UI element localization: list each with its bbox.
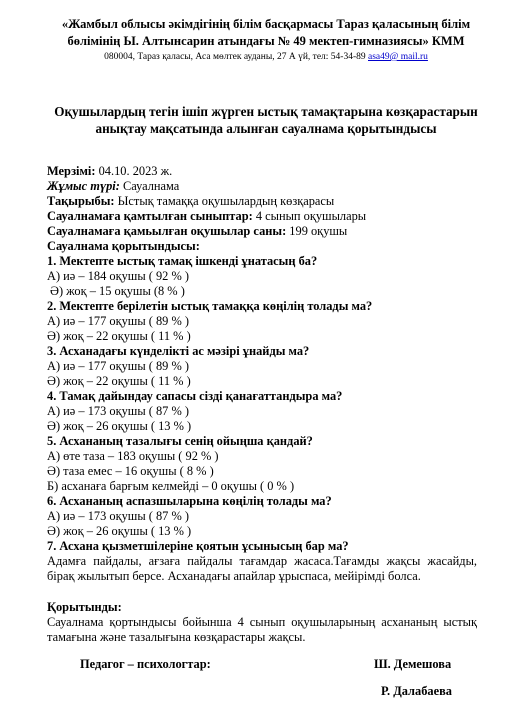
answer-3b: Ә) жоқ – 22 оқушы ( 11 % ) — [47, 374, 191, 388]
answer-2b: Ә) жоқ – 22 оқушы ( 11 % ) — [47, 329, 191, 343]
question-2: 2. Мектепте берілетін ыстық тамаққа көңілің толады ма? — [47, 299, 373, 313]
answer-5b: Ә) таза емес – 16 оқушы ( 8 % ) — [47, 464, 214, 478]
survey-body — [47, 164, 477, 645]
signature-name-1: Ш. Демешова — [374, 657, 452, 671]
answer-6b: Ә) жоқ – 26 оқушы ( 13 % ) — [47, 524, 192, 538]
answer-6a: А) иә – 173 оқушы ( 87 % ) — [47, 509, 190, 523]
organization-address — [40, 52, 492, 63]
answer-4a: А) иә – 173 оқушы ( 87 % ) — [47, 404, 190, 418]
question-5: 5. Асхананың тазалығы сенің ойыңша қандай? — [47, 434, 313, 448]
signature-role: Педагог – психологтар: — [80, 657, 211, 671]
question-1: 1. Мектепте ыстық тамақ ішкенді ұнатасың ба? — [47, 254, 318, 268]
topic-line: Тақырыбы: Ыстық тамаққа оқушылардың көзқарасы — [47, 194, 335, 208]
answer-2a: А) иә – 177 оқушы ( 89 % ) — [47, 314, 190, 328]
signature-name-2: Р. Далабаева — [381, 684, 452, 698]
email-link[interactable]: asa49@ mail.ru — [368, 52, 428, 62]
question-7: 7. Асхана қызметшілеріне қоятын ұсынысың бар ма? — [47, 539, 349, 553]
answer-7: Адамға пайдалы, ағзаға пайдалы тағамдар жасаса.Тағамды жақсы жасайды, бірақ жылытып берсе. Асханадағы апайлар ұрыспаса, мейірімді болса. — [47, 554, 477, 583]
address-text: 080004, Тараз қаласы, Аса мөлтек ауданы, 27 А үй, тел: 54-34-89 — [104, 52, 366, 62]
classes-line: Сауалнамаға қамтылған сыныптар: 4 сынып оқушылары — [47, 209, 367, 223]
conclusion-text: Сауалнама қортындысы бойынша 4 сынып оқушыларының асхананың ыстық тамағына және тазалығына көзқарастары жақсы. — [47, 615, 477, 644]
document-title: Оқушылардың тегін ішіп жүрген ыстық тамақтарына көзқарастарын анықтау мақсатында алынған сауалнама қорытындысы — [54, 104, 478, 136]
answer-5a: А) өте таза – 183 оқушы ( 92 % ) — [47, 449, 219, 463]
conclusion-heading: Қорытынды: — [47, 600, 122, 614]
student-count-line: Сауалнамаға қамьылған оқушылар саны: 199 оқушы — [47, 224, 348, 238]
question-3: 3. Асханадағы күнделікті ас мәзірі ұнайды ма? — [47, 344, 310, 358]
question-6: 6. Асхананың аспазшыларына көңілің толады ма? — [47, 494, 332, 508]
answer-4b: Ә) жоқ – 26 оқушы ( 13 % ) — [47, 419, 192, 433]
answer-1b: Ә) жоқ – 15 оқушы (8 % ) — [50, 284, 185, 298]
date-line: Мерзімі: 04.10. 2023 ж. — [47, 164, 173, 178]
results-heading: Сауалнама қорытындысы: — [47, 239, 200, 253]
answer-5c: Б) асханаға барғым келмейді – 0 оқушы ( 0 % ) — [47, 479, 295, 493]
work-type-line: Жұмыс түрі: Сауалнама — [47, 179, 180, 193]
answer-3a: А) иә – 177 оқушы ( 89 % ) — [47, 359, 190, 373]
question-4: 4. Тамақ дайындау сапасы сізді қанағаттандыра ма? — [47, 389, 343, 403]
answer-1a: А) иә – 184 оқушы ( 92 % ) — [47, 269, 190, 283]
organization-title: «Жамбыл облысы әкімдігінің білім басқармасы Тараз қаласының білім бөлімінің Ы. Алтынсарин атындағы № 49 мектеп-гимназиясы» КММ — [61, 17, 471, 48]
